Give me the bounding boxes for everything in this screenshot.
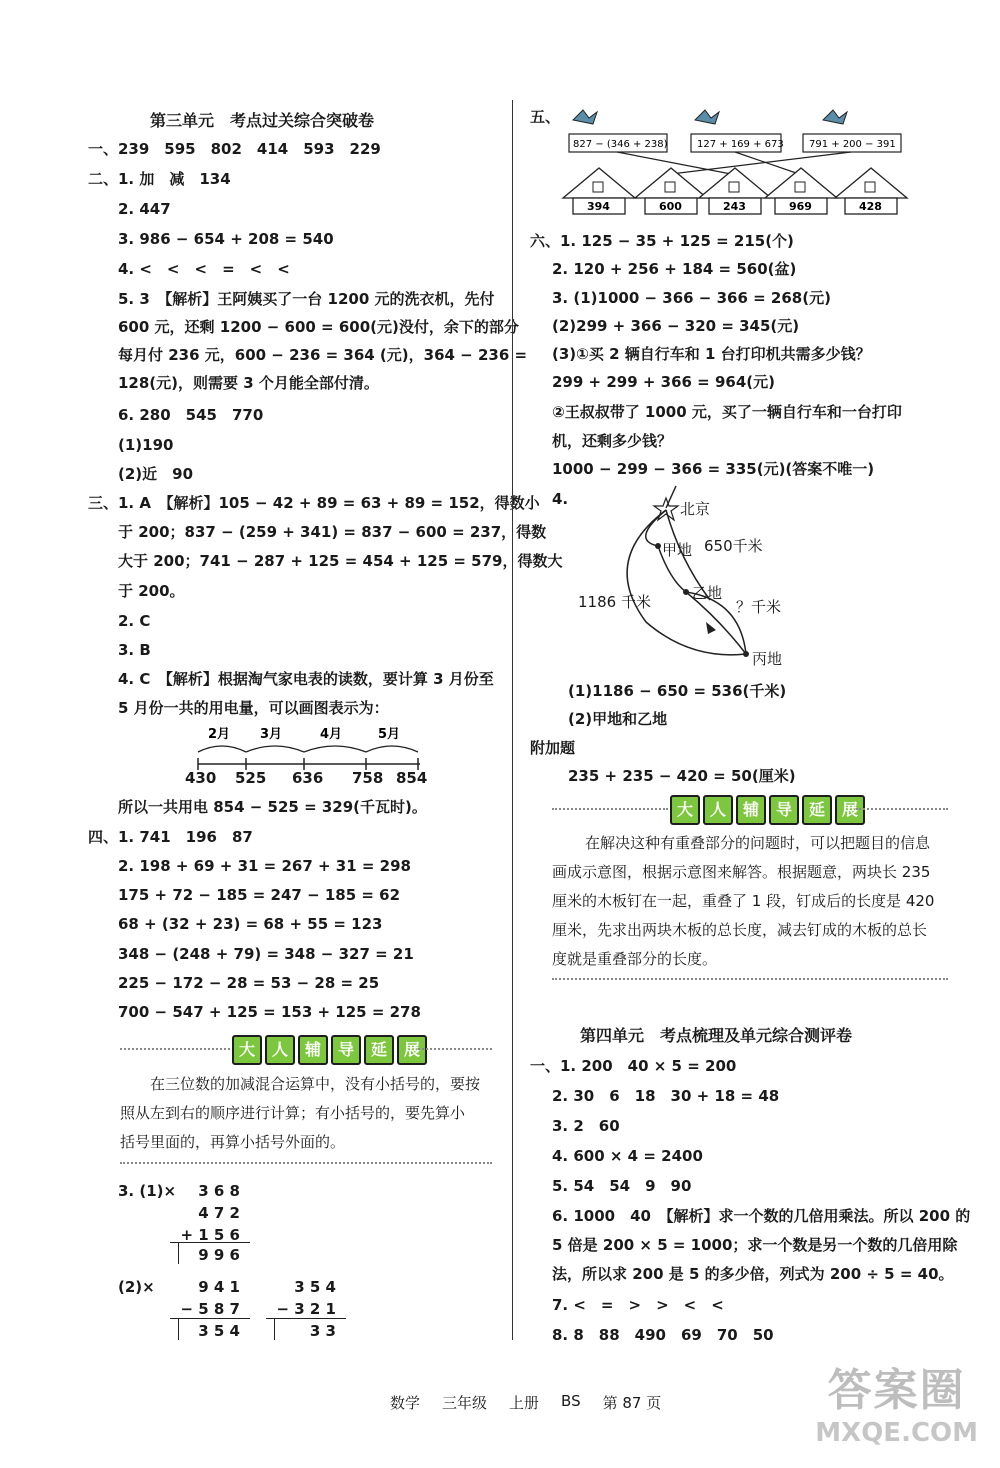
reading-label: 430 [185, 769, 217, 787]
answer-line: (2)近 90 [118, 465, 194, 483]
month-label: 5月 [378, 727, 401, 742]
answer-line: 700 − 547 + 125 = 153 + 125 = 278 [118, 1003, 421, 1021]
answer-line: 4. 600 × 4 = 2400 [552, 1147, 703, 1165]
question-label: (2)× [118, 1278, 155, 1296]
map-label: 甲地 [662, 541, 693, 559]
sum-line [170, 1242, 250, 1243]
month-label: 4月 [320, 727, 343, 742]
answer-line: (2)甲地和乙地 [568, 710, 668, 728]
dotted-divider [418, 1048, 492, 1050]
answer-line: 每月付 236 元，600 − 236 = 364 (元)，364 − 236 = [118, 346, 528, 364]
answer-line: 机，还剩多少钱？ [552, 432, 673, 450]
vertical-row: 9 9 6 [198, 1246, 240, 1264]
tips-banner: 大 人 辅 导 延 展 [232, 1035, 427, 1065]
arrow-line [666, 486, 676, 508]
dotted-divider [120, 1048, 230, 1050]
tips-banner: 大 人 辅 导 延 展 [670, 795, 865, 825]
question-label: 五、 [530, 108, 561, 126]
vertical-row: 3 5 4 [198, 1322, 240, 1340]
map-label: 乙地 [692, 584, 723, 602]
month-label: 2月 [208, 727, 231, 742]
reading-label: 525 [235, 769, 267, 787]
answer-line: 600 元，还剩 1200 − 600 = 600(元)没付，余下的部分 [118, 318, 519, 336]
answer-line: 四、1. 741 196 87 [88, 828, 253, 846]
house-value: 394 [587, 200, 610, 213]
answer-line: (2)299 + 366 − 320 = 345(元) [552, 317, 800, 335]
answer-line: 299 + 299 + 366 = 964(元) [552, 373, 775, 391]
answer-line: 4. [552, 490, 569, 508]
footer-page: 第 87 页 [602, 1394, 662, 1412]
expression-text: 127 + 169 + 673 [697, 139, 784, 150]
tips-text: 照从左到右的顺序进行计算；有小括号的，要先算小 [120, 1104, 466, 1122]
answer-line: 4. C 【解析】根据淘气家电表的读数，要计算 3 月份至 [118, 670, 494, 688]
reading-label: 854 [396, 769, 428, 787]
vertical-row: + 1 5 6 [180, 1226, 240, 1244]
answer-line: 3. (1)1000 − 366 − 366 = 268(元) [552, 289, 831, 307]
waypoint [655, 543, 661, 549]
map-label: 1186 千米 [578, 593, 651, 611]
answer-line: ②王叔叔带了 1000 元，买了一辆自行车和一台打印 [552, 403, 902, 421]
answer-line: 3. 2 60 [552, 1117, 620, 1135]
dotted-divider [856, 808, 948, 810]
answer-line: 348 − (248 + 79) = 348 − 327 = 21 [118, 945, 414, 963]
answer-line: 68 + (32 + 23) = 68 + 55 = 123 [118, 915, 383, 933]
tips-text: 画成示意图，根据示意图来解答。根据题意，两块长 235 [552, 863, 931, 881]
map-label: 650千米 [704, 537, 763, 555]
answer-line: 1000 − 299 − 366 = 335(元)(答案不唯一) [552, 460, 875, 478]
waypoint [743, 651, 749, 657]
house-value: 600 [659, 200, 682, 213]
answer-line: 一、239 595 802 414 593 229 [88, 140, 381, 158]
dotted-divider [120, 1162, 492, 1164]
match-line [671, 152, 851, 174]
month-arc [198, 746, 246, 752]
answer-line: 3. B [118, 641, 151, 659]
answer-line: 于 200；837 − (259 + 341) = 837 − 600 = 237，得数 [118, 523, 547, 541]
arrow-icon [706, 622, 716, 634]
month-label: 3月 [260, 727, 283, 742]
matching-diagram [555, 104, 915, 224]
tips-text: 厘米的木板钉在一起，重叠了 1 段，钉成后的长度是 420 [552, 892, 935, 910]
answer-line: 2. 198 + 69 + 31 = 267 + 31 = 298 [118, 857, 411, 875]
house-value: 243 [723, 200, 746, 213]
tips-text: 在三位数的加减混合运算中，没有小括号的，要按 [150, 1075, 481, 1093]
answer-line: 二、1. 加 减 134 [88, 170, 231, 188]
answer-line: (1)1186 − 650 = 536(千米) [568, 682, 787, 700]
watermark-url: MXQE.COM [815, 1418, 978, 1448]
tips-text: 括号里面的，再算小括号外面的。 [120, 1133, 346, 1151]
map-label: 丙地 [752, 650, 783, 668]
map-label: 北京 [680, 500, 711, 518]
answer-line: 一、1. 200 40 × 5 = 200 [530, 1057, 737, 1075]
check-bar [178, 1318, 179, 1340]
match-line [735, 152, 799, 174]
answer-line: 6. 1000 40 【解析】求一个数的几倍用乘法。所以 200 的 [552, 1207, 971, 1225]
question-label: 3. (1)× [118, 1182, 177, 1200]
vertical-row: 3 6 8 [198, 1182, 240, 1200]
answer-line: 7. < = > > < < [552, 1296, 724, 1314]
house-value: 969 [789, 200, 812, 213]
month-arc [304, 746, 366, 752]
section-label: 附加题 [530, 739, 576, 757]
bird-icon [695, 110, 719, 124]
vertical-row: − 3 2 1 [276, 1300, 336, 1318]
answer-line: 5. 54 54 9 90 [552, 1177, 692, 1195]
footer-edition: BS [561, 1392, 581, 1410]
vertical-row: − 5 8 7 [180, 1300, 240, 1318]
expression-text: 791 + 200 − 391 [809, 139, 896, 150]
tips-text: 在解决这种有重叠部分的问题时，可以把题目的信息 [585, 834, 931, 852]
unit3-title: 第三单元 考点过关综合突破卷 [150, 111, 375, 130]
bird-icon [573, 110, 597, 124]
answer-line: 8. 8 88 490 69 70 50 [552, 1326, 774, 1344]
unit4-title: 第四单元 考点梳理及单元综合测评卷 [580, 1026, 853, 1045]
answer-line: 6. 280 545 770 [118, 406, 264, 424]
answer-line: 所以一共用电 854 − 525 = 329(千瓦时)。 [118, 798, 427, 816]
month-arc [246, 746, 304, 752]
sum-line [266, 1318, 346, 1319]
footer-volume: 上册 [509, 1394, 540, 1412]
check-bar [178, 1242, 179, 1264]
answer-line: 235 + 235 − 420 = 50(厘米) [568, 767, 796, 785]
vertical-row: 4 7 2 [198, 1204, 240, 1222]
answer-line: 大于 200；741 − 287 + 125 = 454 + 125 = 579，得数大 [118, 552, 563, 570]
sum-line [170, 1318, 250, 1319]
answer-line: 三、1. A 【解析】105 − 42 + 89 = 63 + 89 = 152，得数小 [88, 494, 540, 512]
answer-line: 5 月份一共的用电量，可以画图表示为： [118, 699, 389, 717]
tips-text: 厘米，先求出两块木板的总长度，减去钉成的木板的总长 [552, 921, 928, 939]
answer-line: 六、1. 125 − 35 + 125 = 215(个) [530, 232, 794, 250]
answer-line: 2. 30 6 18 30 + 18 = 48 [552, 1087, 780, 1105]
dotted-divider [552, 808, 668, 810]
answer-line: 175 + 72 − 185 = 247 − 185 = 62 [118, 886, 401, 904]
month-arc [366, 746, 418, 752]
check-bar [274, 1318, 275, 1340]
answer-line: 128(元)，则需要 3 个月能全部付清。 [118, 374, 379, 392]
watermark [815, 1354, 978, 1448]
bird-icon [823, 110, 847, 124]
answer-line: 法，所以求 200 是 5 的多少倍，列式为 200 ÷ 5 = 40。 [552, 1265, 954, 1283]
answer-line: 4. < < < = < < [118, 260, 290, 278]
answer-line: (3)①买 2 辆自行车和 1 台打印机共需多少钱？ [552, 345, 871, 363]
page-footer [390, 1392, 661, 1413]
answer-line: (1)190 [118, 436, 174, 454]
waypoint [683, 589, 689, 595]
answer-line: 5 倍是 200 × 5 = 1000；求一个数是另一个数的几倍用除 [552, 1236, 958, 1254]
tips-text: 度就是重叠部分的长度。 [552, 950, 718, 968]
watermark-logo: 答案圈 [827, 1365, 966, 1416]
answer-line: 3. 986 − 654 + 208 = 540 [118, 230, 334, 248]
answer-line: 2. 120 + 256 + 184 = 560(盆) [552, 260, 797, 278]
answer-line: 于 200。 [118, 582, 185, 600]
answer-line: 2. C [118, 612, 151, 630]
vertical-row: 3 5 4 [294, 1278, 336, 1296]
vertical-row: 9 4 1 [198, 1278, 240, 1296]
footer-grade: 三年级 [442, 1394, 488, 1412]
dotted-divider [552, 978, 948, 980]
answer-line: 225 − 172 − 28 = 53 − 28 = 25 [118, 974, 380, 992]
column-divider [512, 100, 513, 1340]
expression-text: 827 − (346 + 238) [573, 139, 668, 150]
reading-label: 758 [352, 769, 384, 787]
map-label: ？千米 [736, 598, 782, 616]
answer-line: 2. 447 [118, 200, 171, 218]
vertical-row: 3 3 [309, 1322, 336, 1340]
footer-subject: 数学 [390, 1394, 421, 1412]
reading-label: 636 [292, 769, 324, 787]
answer-line: 5. 3 【解析】王阿姨买了一台 1200 元的洗衣机，先付 [118, 290, 495, 308]
house-value: 428 [859, 200, 882, 213]
